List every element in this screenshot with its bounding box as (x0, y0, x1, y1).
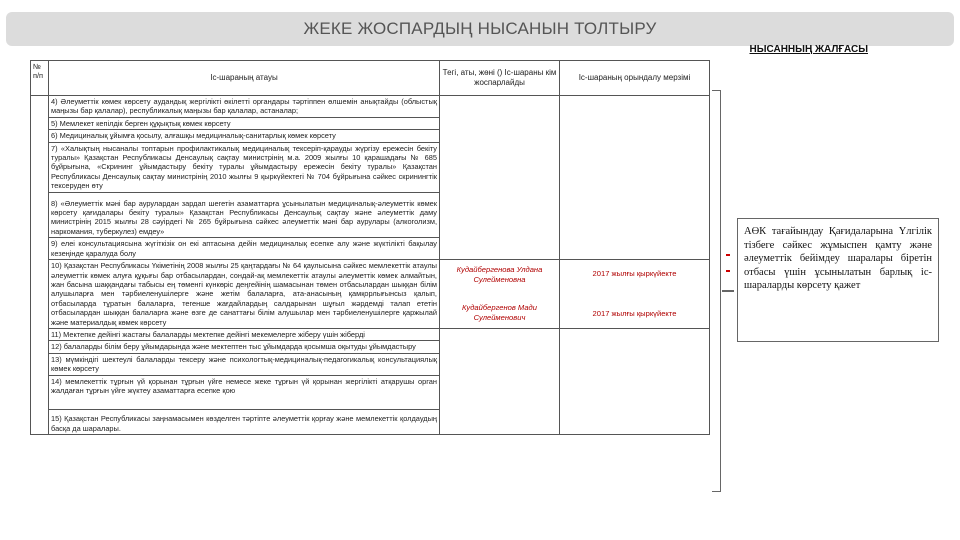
table-header-row (31, 61, 710, 96)
table-row-text: 10) Қазақстан Республикасы Үкіметінің 2008 жылғы 25 қаңтардағы № 64 қаулысына сәйкес мемлекеттік атаулы әлеуметтік көмек алуға құқығы бар отбасылардан, сондай-ақ мемлекеттік атаулы әлеуметтік көмек алмайтын, жан басына шаққандағы табысы ең төменгі күнкөріс деңгейінің шамасынан төмен отбасылардан шыққан білім алушыларға мен тәрбиеленушілерге және жетім балаларға, ата-анасының қамқорлығынсыз қалып, отбасыларда тұратын балаларға, тегенше жағдайлардың салдарынан шұғыл жәрдемді талап ететін отбасылардан шыққан балаларға және өзге де санаттағы білім алушылар мен тәрбиеленушілерге қаржылай және материалдық көмек көрсету (49, 260, 440, 329)
table-row (31, 260, 710, 329)
red-mark (726, 270, 730, 272)
col-header-deadline: Іс-шараның орындалу мерзімі (560, 61, 710, 96)
table-row-text: 11) Мектепке дейінгі жастағы балаларды мектепке дейінгі мекемелерге жіберу үшін жіберді (49, 328, 440, 340)
bracket-connector (722, 290, 734, 292)
deadline-value-1: 2017 жылғы қыркүйекте (592, 269, 677, 279)
row-number-cell (31, 96, 49, 435)
table-row-text: 4) Әлеуметтік көмек көрсету аудандық жергілікті өкілетті органдары тәртіппен өлшемін анықтайды (облыстық маңызы бар қалалар), республикалық маңызы бар қалалар, астаналар; (49, 96, 440, 118)
table-row-text: 12) балаларды білім беру ұйымдарында және мектептен тыс ұйымдарда қосымша оқытуды ұйымдастыру (49, 341, 440, 353)
red-mark (726, 254, 730, 256)
table-row-text: 6) Медициналық ұйымға қосылу, алғашқы медициналық-санитарлық көмек көрсету (49, 130, 440, 142)
table-row (31, 96, 710, 118)
responsible-name-2: Кудайбергенов Мади Сулейменович (462, 303, 537, 323)
table-row-text: 15) Қазақстан Республикасы заңнамасымен көзделген тәртіпте әлеуметтік қорғау және мемлекеттік қолдаудың басқа да шаралары. (49, 410, 440, 435)
deadline-cell (560, 260, 710, 329)
plan-table (30, 60, 710, 435)
page-title: ЖЕКЕ ЖОСПАРДЫҢ НЫСАНЫН ТОЛТЫРУ (303, 19, 657, 38)
title-bar (6, 12, 954, 46)
table-row-text: 14) мемлекеттік тұрғын үй қорынан тұрғын үйге немесе жеке тұрғын үй қорынан жергілікті атқарушы орган жалдаған тұрғын үйге жүктеу азаматтарға есепке қою (49, 375, 440, 410)
table-row-text: 8) «Әлеуметтік мәні бар аурулардан зардап шегетін азаматтарға ұсынылатын медициналық-әлеуметтік көмек көрсету қағидалары бекіту туралы» Қазақстан Республикасы Денсаулық сақтау және әлеуметтік даму министрінің 2015 жылғы 28 сәуірдегі № 265 бұйрығына сәйкес әлеуметтік мәні бар аурулары (алкоголизм, наркомания, туберкулез) емдеу» (49, 192, 440, 238)
note-box (737, 218, 939, 342)
table-row-text: 13) мүмкіндігі шектеулі балаларды тексеру және психологтық-медициналық-педагогикалық консультациялық көмек көрсету (49, 353, 440, 375)
col-header-number: № п/п (31, 61, 49, 96)
responsible-cell (440, 328, 560, 434)
responsible-name-1: Кудайбергенова Улдана Сулейменовна (456, 265, 543, 285)
table-row-text: 5) Мемлекет кепілдік берген құқықтық көмек көрсету (49, 117, 440, 129)
table-row (31, 328, 710, 340)
col-header-responsible: Тегі, аты, жөні () Іс-шараны кім жоспарлайды (440, 61, 560, 96)
table-row-text: 9) елеі консультациясына жүгіткізік он екі аптасына дейін медициналық есепке алу және жүктілікті бақылау кезеңінде қаралуда болу (49, 238, 440, 260)
continuation-label: НЫСАННЫҢ ЖАЛҒАСЫ (749, 44, 868, 55)
responsible-cell (440, 96, 560, 260)
bracket-line (712, 90, 721, 492)
deadline-cell (560, 328, 710, 434)
col-header-name: Іс-шараның атауы (49, 61, 440, 96)
table-row-text: 7) «Халықтың нысаналы топтарын профилактикалық медициналық тексеріп-қарауды жүргізу ережесін бекіту туралы» Қазақстан Республикасы Денсаулық сақтау министрінің м.а. 2009 жылғы 10 қарашадағы № 685 бұйрығына, «Скрининг ұйымдастыру бекіту туралы ұйымдастыру ережесін бекіту туралы» Қазақстан Республикасы Денсаулық сақтау министрінің 2010 жылғы 9 қыркүйектегі № 704 бұйрығына сәйкес скринингтік тексеруден өту (49, 142, 440, 192)
deadline-cell (560, 96, 710, 260)
deadline-value-2: 2017 жылғы қыркүйекте (592, 309, 677, 319)
note-text: АӨК тағайындау Қағидаларына Үлгілік тізбеге сәйкес жұмыспен қамту және әлеуметтік бейімдеу шаралары біретін отбасы үшін ұсынылатын барлық іс-шараларды көрсету қажет (744, 226, 932, 291)
responsible-cell (440, 260, 560, 329)
